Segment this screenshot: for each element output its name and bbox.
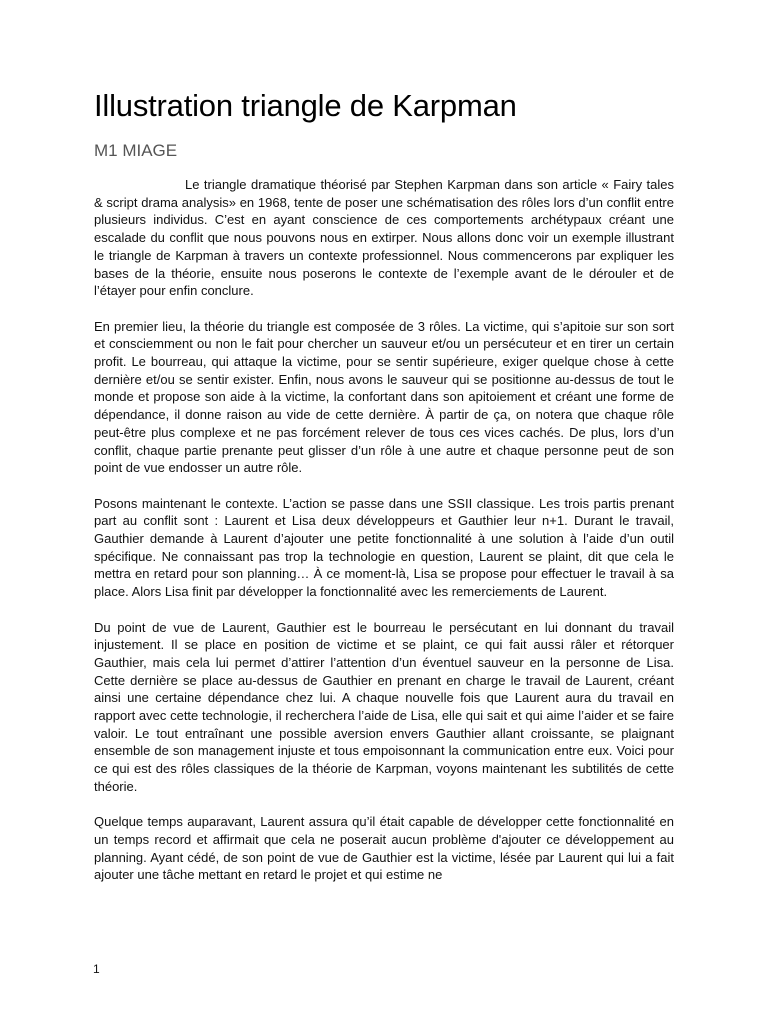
page-number: 1 (93, 962, 100, 976)
paragraph-introduction: Le triangle dramatique théorisé par Stephen Karpman dans son article « Fairy tales & script drama analysis» en 1968, tente de poser une schématisation des rôles lors d’un conflit entre plusieurs individus. C’est en ayant conscience de ces comportements archétypaux créant une escalade du conflit que nous pouvons nous en extirper. Nous allons donc voir un exemple illustrant le triangle de Karpman à travers un contexte professionnel. Nous commencerons par expliquer les bases de la théorie, ensuite nous poserons le contexte de l’exemple avant de le dérouler et de l’étayer pour enfin conclure. (94, 177, 674, 299)
paragraph-laurent-view: Du point de vue de Laurent, Gauthier est le bourreau le persécutant en lui donnant du travail injustement. Il se place en position de victime et se plaint, ce qui fait aussi râler et rétorquer Gauthier, mais cela lui permet d’attirer l’attention d’un éventuel sauveur en la personne de Lisa. Cette dernière se place au-dessus de Gauthier en prenant en charge le travail de Laurent, créant ainsi une certaine dépendance chez lui. A chaque nouvelle fois que Laurent aura du travail en rapport avec cette technologie, il recherchera l’aide de Lisa, elle qui sait et qui aime l’aider et se faire valoir. Le tout entraînant une possible aversion envers Gauthier allant croissante, se plaignant ensemble de son management injuste et tous empoisonnant la communication entre eux. Voici pour ce qui est des rôles classiques de la théorie de Karpman, voyons maintenant les subtilités de cette théorie. (94, 619, 674, 794)
document-title: Illustration triangle de Karpman (94, 88, 517, 123)
document-subtitle: M1 MIAGE (94, 141, 178, 160)
paragraph-theory: En premier lieu, la théorie du triangle est composée de 3 rôles. La victime, qui s’apitoie sur son sort et consciemment ou non le fait pour chercher un sauveur et/ou un persécuteur et en tirer un certain profit. Le bourreau, qui attaque la victime, pour se sentir supérieure, exiger quelque chose à cette dernière et/ou se sentir exister. Enfin, nous avons le sauveur qui se positionne au-dessus de tout le monde et propose son aide à la victime, la confortant dans son apitoiement et créant une forme de dépendance, il donne raison au vide de cette dernière. À partir de ça, on notera que chaque rôle peut-être plus complexe et ne pas forcément relever de tous ces vices cachés. De plus, lors d’un conflit, chaque partie prenante peut glisser d’un rôle à une autre et chaque personne peut de son point de vue endosser un autre rôle. (94, 318, 674, 476)
paragraph-context: Posons maintenant le contexte. L’action se passe dans une SSII classique. Les trois partis prenant part au conflit sont : Laurent et Lisa deux développeurs et Gauthier leur n+1. Durant le travail, Gauthier demande à Laurent d’ajouter une petite fonctionnalité à une solution à l’aide d’un outil spécifique. Ne connaissant pas trop la technologie en question, Laurent se plaint, dit que cela le mettra en retard pour son planning… À ce moment-là, Lisa se propose pour effectuer le travail à sa place. Alors Lisa finit par développer la fonctionnalité avec les remerciements de Laurent. (94, 495, 674, 600)
paragraph-gauthier-view: Quelque temps auparavant, Laurent assura qu’il était capable de développer cette fonctionnalité en un temps record et affirmait que cela ne poserait aucun problème d'ajouter ce développement au planning. Ayant cédé, de son point de vue de Gauthier est la victime, lésée par Laurent qui lui a fait ajouter une tâche mettant en retard le projet et qui estime ne (94, 814, 674, 883)
document-body (94, 176, 674, 884)
document-content (94, 86, 674, 902)
